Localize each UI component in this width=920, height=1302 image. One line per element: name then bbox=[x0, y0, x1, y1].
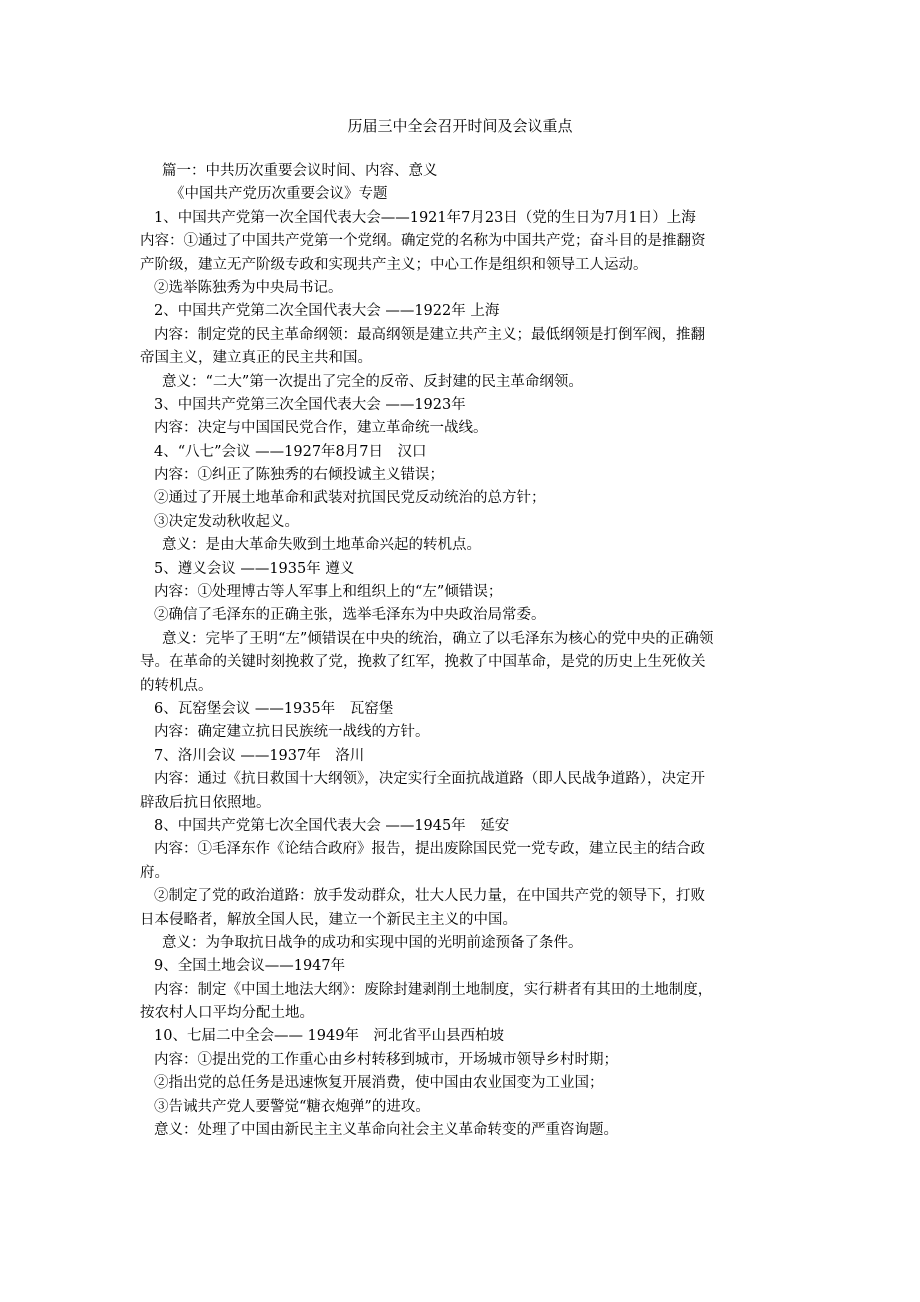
paragraph-line: ②制定了党的政治道路：放手发动群众，壮大人民力量，在中国共产党的领导下，打败 bbox=[154, 888, 705, 905]
paragraph-line: 的转机点。 bbox=[140, 677, 213, 694]
paragraph-line: 内容：确定建立抗日民族统一战线的方针。 bbox=[154, 724, 430, 741]
document-body bbox=[140, 160, 796, 1142]
paragraph-line: 1、中国共产党第一次全国代表大会——1921年7月23日（党的生日为7月1日）上海 bbox=[154, 209, 696, 226]
paragraph-line: 内容：通过《抗日救国十大纲领》，决定实行全面抗战道路（即人民战争道路），决定开 bbox=[154, 771, 705, 788]
paragraph-line: ③决定发动秋收起义。 bbox=[154, 513, 299, 530]
paragraph-line: 府。 bbox=[140, 864, 169, 881]
paragraph-line: 产阶级，建立无产阶级专政和实现共产主义；中心工作是组织和领导工人运动。 bbox=[140, 256, 648, 273]
paragraph-line: 《中国共产党历次重要会议》专题 bbox=[170, 186, 388, 203]
paragraph-line: 篇一：中共历次重要会议时间、内容、意义 bbox=[162, 163, 438, 179]
paragraph-line: 意义：“二大”第一次提出了完全的反帝、反封建的民主革命纲领。 bbox=[162, 373, 583, 390]
paragraph-line: 3、中国共产党第三次全国代表大会 ——1923年 bbox=[154, 396, 466, 413]
paragraph-line: 7、洛川会议 ——1937年 洛川 bbox=[154, 747, 365, 764]
paragraph-line: 5、遵义会议 ——1935年 遵义 bbox=[154, 560, 355, 577]
paragraph-line: 8、中国共产党第七次全国代表大会 ——1945年 延安 bbox=[154, 817, 510, 834]
paragraph-line: 6、瓦窑堡会议 ——1935年 瓦窑堡 bbox=[154, 700, 394, 717]
paragraph-line: ②确信了毛泽东的正确主张，选举毛泽东为中央政治局常委。 bbox=[154, 607, 546, 624]
paragraph-line: 内容：制定党的民主革命纲领：最高纲领是建立共产主义；最低纲领是打倒军阀，推翻 bbox=[154, 326, 705, 343]
paragraph-line: 内容：①毛泽东作《论结合政府》报告，提出废除国民党一党专政，建立民主的结合政 bbox=[154, 841, 705, 858]
paragraph-line: 意义：处理了中国由新民主主义革命向社会主义革命转变的严重咨询题。 bbox=[154, 1122, 618, 1139]
paragraph-line: 10、七届二中全会—— 1949年 河北省平山县西柏坡 bbox=[154, 1028, 504, 1045]
paragraph-line: 帝国主义，建立真正的民主共和国。 bbox=[140, 350, 372, 367]
paragraph-line: 2、中国共产党第二次全国代表大会 ——1922年 上海 bbox=[154, 303, 500, 320]
paragraph-line: 内容：决定与中国国民党合作，建立革命统一战线。 bbox=[154, 420, 488, 437]
paragraph-line: ②通过了开展土地革命和武装对抗国民党反动统治的总方针； bbox=[154, 490, 546, 507]
paragraph-line: 9、全国土地会议——1947年 bbox=[154, 958, 346, 975]
paragraph-line: ②选举陈独秀为中央局书记。 bbox=[154, 279, 343, 296]
document-title: 历届三中全会召开时间及会议重点 bbox=[347, 117, 573, 135]
paragraph-line: 内容：①处理博古等人军事上和组织上的“左”倾错误； bbox=[154, 584, 503, 601]
paragraph-line: 内容：①提出党的工作重心由乡村转移到城市，开场城市领导乡村时期； bbox=[154, 1051, 618, 1068]
paragraph-line: 4、“八七”会议 ——1927年8月7日 汉口 bbox=[154, 443, 427, 460]
paragraph-line: 日本侵略者，解放全国人民，建立一个新民主主义的中国。 bbox=[140, 911, 517, 928]
paragraph-line: 内容：①通过了中国共产党第一个党纲。确定党的名称为中国共产党；奋斗目的是推翻资 bbox=[140, 233, 706, 250]
paragraph-line: 按农村人口平均分配土地。 bbox=[140, 1005, 314, 1022]
paragraph-line: 内容：①纠正了陈独秀的右倾投诚主义错误； bbox=[154, 467, 444, 484]
paragraph-line: ②指出党的总任务是迅速恢复开展消费，使中国由农业国变为工业国； bbox=[154, 1075, 604, 1092]
paragraph-line: 辟敌后抗日依照地。 bbox=[140, 794, 271, 811]
paragraph-line: 内容：制定《中国土地法大纲》：废除封建剥削土地制度，实行耕者有其田的土地制度， bbox=[154, 981, 713, 998]
paragraph-line: 意义：为争取抗日战争的成功和实现中国的光明前途预备了条件。 bbox=[162, 934, 583, 951]
paragraph-line: 意义：是由大革命失败到土地革命兴起的转机点。 bbox=[162, 537, 481, 554]
paragraph-line: ③告诫共产党人要警觉“糖衣炮弹”的进攻。 bbox=[154, 1098, 430, 1115]
paragraph-line: 意义：完毕了王明“左”倾错误在中央的统治，确立了以毛泽东为核心的党中央的正确领 bbox=[162, 630, 714, 647]
paragraph-line: 导。在革命的关键时刻挽救了党，挽救了红军，挽救了中国革命，是党的历史上生死攸关 bbox=[140, 654, 706, 671]
